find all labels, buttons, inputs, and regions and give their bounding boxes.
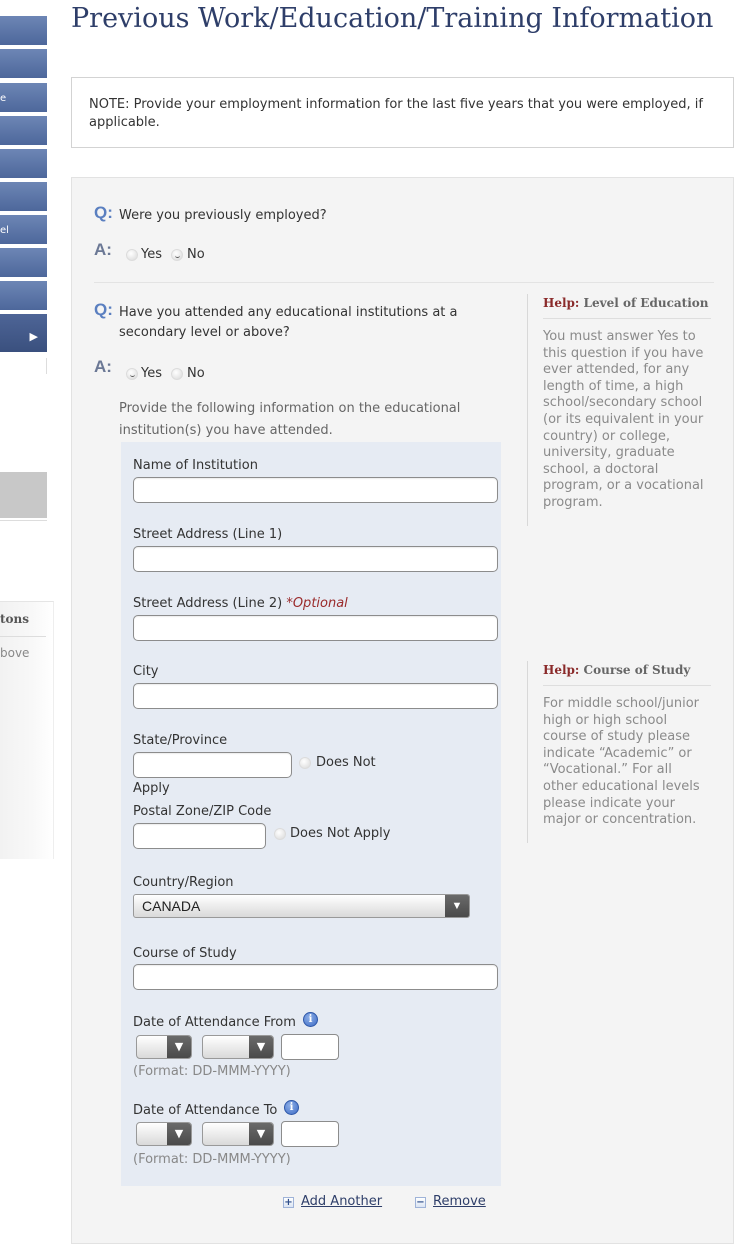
date-from-label: Date of Attendance From (133, 1015, 296, 1030)
question-marker: Q: (94, 300, 113, 319)
postal-does-not-apply-label: Does Not Apply (290, 826, 391, 841)
sidebar-divider (0, 520, 47, 521)
education-yes-radio[interactable] (126, 368, 138, 380)
date-to-month-select[interactable] (202, 1122, 274, 1146)
sidebar-edge (0, 358, 47, 374)
info-icon[interactable]: i (284, 1100, 299, 1115)
course-input[interactable] (133, 964, 498, 990)
sidebar-item-label: el (0, 225, 9, 236)
institution-input[interactable] (133, 477, 498, 503)
help-key: Help: (543, 663, 580, 677)
sidebar-item-7[interactable] (0, 215, 47, 246)
education-yes-label: Yes (141, 366, 162, 381)
employed-no-radio[interactable] (171, 249, 183, 261)
add-another-link[interactable]: Add Another (301, 1194, 383, 1209)
question-employed: Were you previously employed? (119, 208, 327, 223)
city-label: City (133, 664, 159, 679)
divider (543, 685, 711, 686)
street2-label-wrap (133, 596, 348, 611)
chevron-down-icon: ▼ (445, 895, 469, 917)
date-from-day-select[interactable] (136, 1035, 192, 1059)
sidebar-item-3[interactable] (0, 83, 47, 114)
date-to-format-hint: (Format: DD-MMM-YYYY) (133, 1152, 291, 1167)
education-intro: Provide the following information on the educational institution(s) you have attended. (119, 401, 461, 438)
employed-yes-label: Yes (141, 247, 162, 262)
help-course-of-study (527, 661, 709, 843)
state-does-not-apply-checkbox[interactable] (299, 757, 311, 769)
chevron-down-icon: ▼ (167, 1036, 191, 1058)
help-level-of-education (527, 294, 709, 526)
sidebar-item-5[interactable] (0, 149, 47, 180)
employed-yes-radio[interactable] (126, 249, 138, 261)
sidebar-item-9[interactable] (0, 281, 47, 312)
help-title (543, 294, 709, 310)
sidebar-info-panel (0, 601, 54, 859)
remove-link[interactable]: Remove (433, 1194, 486, 1209)
country-selected-value: CANADA (142, 898, 201, 914)
sidebar-item-label: e (0, 93, 7, 104)
chevron-down-icon: ▼ (249, 1123, 273, 1145)
sidebar-item-1[interactable] (0, 16, 47, 47)
postal-does-not-apply-checkbox[interactable] (274, 828, 286, 840)
sidebar-item-8[interactable] (0, 248, 47, 279)
date-to-year-input[interactable] (281, 1121, 339, 1147)
date-from-month-select[interactable] (202, 1035, 274, 1059)
help-title (543, 661, 709, 677)
optional-note: *Optional (286, 596, 348, 611)
help-title-text: Level of Education (583, 296, 709, 310)
chevron-down-icon: ▼ (249, 1036, 273, 1058)
help-body: For middle school/junior high or high school course of study please indicate “Academic” or “Vocational.” For all other educational levels please indicate your major or concentration. (543, 696, 700, 828)
info-icon[interactable]: i (303, 1012, 318, 1027)
divider (94, 282, 714, 283)
sidebar-item-2[interactable] (0, 49, 47, 80)
question-education: Have you attended any educational institutions at a secondary level or above? (119, 305, 458, 340)
divider (0, 636, 46, 637)
street1-label: Street Address (Line 1) (133, 527, 283, 542)
street1-input[interactable] (133, 546, 498, 572)
help-body: You must answer Yes to this question if you have ever attended, for any length of time, a high school/secondary school (or its equivalent in your country) or college, university, graduate school, a doctoral program, or a vocational program. (543, 329, 704, 510)
sidebar-panel-text: bove (0, 646, 30, 660)
note-box (71, 77, 734, 148)
question-marker: Q: (94, 203, 113, 222)
answer-marker: A: (94, 357, 112, 376)
postal-label: Postal Zone/ZIP Code (133, 804, 272, 819)
page-title: Previous Work/Education/Training Information (71, 3, 714, 34)
date-from-year-input[interactable] (281, 1034, 339, 1060)
answer-marker: A: (94, 240, 112, 259)
city-input[interactable] (133, 683, 498, 709)
note-text: NOTE: Provide your employment information for the last five years that you were employed, if applicable. (89, 97, 703, 130)
add-icon: + (284, 1197, 293, 1208)
employed-no-label: No (187, 247, 205, 262)
chevron-down-icon: ▼ (167, 1123, 191, 1145)
state-does-not-apply-label: Does Not (316, 755, 376, 770)
sidebar-grey-block (0, 472, 47, 518)
help-key: Help: (543, 296, 580, 310)
divider (543, 318, 711, 319)
sidebar-item-4[interactable] (0, 116, 47, 147)
sidebar-panel-title: tons (0, 612, 30, 626)
state-input[interactable] (133, 752, 292, 778)
date-to-day-select[interactable] (136, 1122, 192, 1146)
date-to-label: Date of Attendance To (133, 1103, 278, 1118)
education-no-radio[interactable] (171, 368, 183, 380)
postal-input[interactable] (133, 823, 266, 849)
sidebar-item-active[interactable] (0, 314, 47, 354)
country-label: Country/Region (133, 875, 234, 890)
chevron-right-icon: ▶ (29, 330, 38, 343)
state-does-not-apply-label-cont: Apply (133, 781, 170, 796)
date-from-format-hint: (Format: DD-MMM-YYYY) (133, 1064, 291, 1079)
sidebar-item-6[interactable] (0, 182, 47, 213)
remove-icon: − (416, 1197, 425, 1208)
state-label: State/Province (133, 733, 228, 748)
course-label: Course of Study (133, 946, 237, 961)
country-select[interactable] (133, 894, 470, 918)
street2-input[interactable] (133, 615, 498, 641)
street2-label: Street Address (Line 2) (133, 596, 283, 611)
education-no-label: No (187, 366, 205, 381)
institution-label: Name of Institution (133, 458, 258, 473)
help-title-text: Course of Study (583, 663, 691, 677)
